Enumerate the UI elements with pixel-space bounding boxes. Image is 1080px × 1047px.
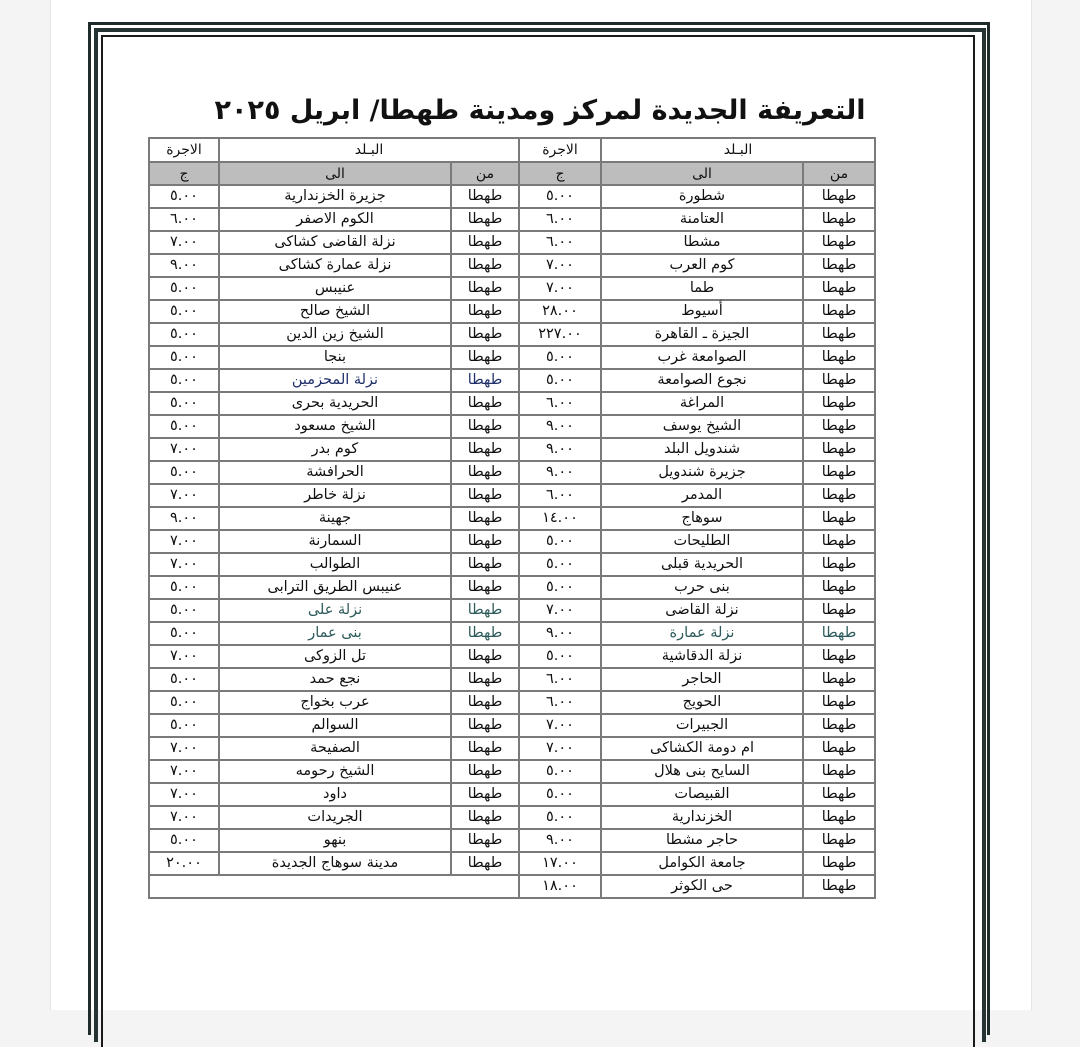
destination-cell: بنهو bbox=[219, 829, 451, 852]
fare-cell: ٧.٠٠ bbox=[149, 737, 219, 760]
from-cell: طهطا bbox=[803, 622, 875, 645]
fare-cell: ٥.٠٠ bbox=[149, 599, 219, 622]
from-cell: طهطا bbox=[803, 645, 875, 668]
table-row bbox=[149, 484, 875, 507]
table-row bbox=[149, 254, 875, 277]
header-from-right: من bbox=[803, 162, 875, 185]
fare-cell: ٧.٠٠ bbox=[149, 553, 219, 576]
destination-cell: الحريدية قبلى bbox=[601, 553, 803, 576]
header-currency-left: ج bbox=[149, 162, 219, 185]
from-cell: طهطا bbox=[451, 461, 519, 484]
table-row bbox=[149, 760, 875, 783]
fare-cell: ٧.٠٠ bbox=[149, 760, 219, 783]
destination-cell: الطليحات bbox=[601, 530, 803, 553]
from-cell: طهطا bbox=[451, 806, 519, 829]
from-cell: طهطا bbox=[803, 392, 875, 415]
fare-cell: ٧.٠٠ bbox=[149, 806, 219, 829]
destination-cell: الخزندارية bbox=[601, 806, 803, 829]
fare-cell: ٦.٠٠ bbox=[149, 208, 219, 231]
from-cell: طهطا bbox=[451, 622, 519, 645]
from-cell: طهطا bbox=[803, 530, 875, 553]
destination-cell: ام دومة الكشاكى bbox=[601, 737, 803, 760]
fare-cell: ٦.٠٠ bbox=[519, 208, 601, 231]
destination-cell: حى الكوثر bbox=[601, 875, 803, 898]
destination-cell: الصوامعة غرب bbox=[601, 346, 803, 369]
destination-cell: شندويل البلد bbox=[601, 438, 803, 461]
from-cell: طهطا bbox=[803, 553, 875, 576]
fare-cell: ٥.٠٠ bbox=[149, 622, 219, 645]
fare-cell: ٥.٠٠ bbox=[149, 714, 219, 737]
table-row bbox=[149, 415, 875, 438]
fare-cell: ٧.٠٠ bbox=[519, 737, 601, 760]
from-cell: طهطا bbox=[451, 714, 519, 737]
fare-cell: ٧.٠٠ bbox=[519, 714, 601, 737]
fare-cell: ٥.٠٠ bbox=[149, 300, 219, 323]
table-row bbox=[149, 829, 875, 852]
header-fare-right: الاجرة bbox=[519, 138, 601, 162]
destination-cell: مشطا bbox=[601, 231, 803, 254]
destination-cell: نزلة على bbox=[219, 599, 451, 622]
destination-cell: نزلة عمارة كشاكى bbox=[219, 254, 451, 277]
from-cell: طهطا bbox=[451, 208, 519, 231]
fare-cell: ٧.٠٠ bbox=[149, 645, 219, 668]
header-fare-left: الاجرة bbox=[149, 138, 219, 162]
destination-cell: المدمر bbox=[601, 484, 803, 507]
from-cell: طهطا bbox=[451, 553, 519, 576]
fare-cell: ٧.٠٠ bbox=[519, 599, 601, 622]
destination-cell: الكوم الاصفر bbox=[219, 208, 451, 231]
destination-cell: جزيرة شندويل bbox=[601, 461, 803, 484]
destination-cell: الشيخ مسعود bbox=[219, 415, 451, 438]
table-row bbox=[149, 875, 875, 898]
fare-table bbox=[148, 137, 876, 899]
fare-cell: ٥.٠٠ bbox=[149, 461, 219, 484]
from-cell: طهطا bbox=[803, 254, 875, 277]
from-cell: طهطا bbox=[451, 438, 519, 461]
destination-cell: الشيخ زين الدين bbox=[219, 323, 451, 346]
fare-cell: ٩.٠٠ bbox=[519, 622, 601, 645]
fare-cell: ٥.٠٠ bbox=[519, 645, 601, 668]
destination-cell: تل الزوكى bbox=[219, 645, 451, 668]
table-row bbox=[149, 369, 875, 392]
table-row bbox=[149, 553, 875, 576]
destination-cell: الصفيحة bbox=[219, 737, 451, 760]
from-cell: طهطا bbox=[451, 645, 519, 668]
from-cell: طهطا bbox=[451, 599, 519, 622]
table-row bbox=[149, 691, 875, 714]
table-row bbox=[149, 346, 875, 369]
fare-cell: ٥.٠٠ bbox=[149, 392, 219, 415]
from-cell: طهطا bbox=[803, 277, 875, 300]
destination-cell: الجيزة ـ القاهرة bbox=[601, 323, 803, 346]
table-row bbox=[149, 783, 875, 806]
destination-cell: الشيخ صالح bbox=[219, 300, 451, 323]
fare-cell: ٦.٠٠ bbox=[519, 691, 601, 714]
fare-cell: ٧.٠٠ bbox=[519, 277, 601, 300]
from-cell: طهطا bbox=[803, 576, 875, 599]
from-cell: طهطا bbox=[451, 323, 519, 346]
from-cell: طهطا bbox=[803, 783, 875, 806]
fare-cell: ٥.٠٠ bbox=[519, 576, 601, 599]
from-cell: طهطا bbox=[803, 438, 875, 461]
destination-cell: جهينة bbox=[219, 507, 451, 530]
destination-cell: عرب بخواج bbox=[219, 691, 451, 714]
destination-cell: طما bbox=[601, 277, 803, 300]
fare-cell: ٥.٠٠ bbox=[519, 553, 601, 576]
fare-cell: ٥.٠٠ bbox=[149, 369, 219, 392]
from-cell: طهطا bbox=[803, 415, 875, 438]
from-cell: طهطا bbox=[451, 484, 519, 507]
destination-cell: الحرافشة bbox=[219, 461, 451, 484]
from-cell: طهطا bbox=[451, 300, 519, 323]
table-row bbox=[149, 231, 875, 254]
fare-cell: ٩.٠٠ bbox=[519, 829, 601, 852]
destination-cell: نزلة خاطر bbox=[219, 484, 451, 507]
fare-cell: ٩.٠٠ bbox=[519, 461, 601, 484]
destination-cell: شطورة bbox=[601, 185, 803, 208]
fare-cell: ٥.٠٠ bbox=[149, 691, 219, 714]
document-title: التعريفة الجديدة لمركز ومدينة طهطا/ ابريل ٢٠٢٥ bbox=[214, 95, 866, 126]
fare-cell: ٥.٠٠ bbox=[149, 829, 219, 852]
destination-cell: الحريدية بحرى bbox=[219, 392, 451, 415]
fare-cell: ٢٢٧.٠٠ bbox=[519, 323, 601, 346]
from-cell: طهطا bbox=[803, 185, 875, 208]
fare-cell: ١٤.٠٠ bbox=[519, 507, 601, 530]
table-row bbox=[149, 392, 875, 415]
fare-cell: ٩.٠٠ bbox=[519, 415, 601, 438]
fare-cell: ٥.٠٠ bbox=[519, 369, 601, 392]
from-cell: طهطا bbox=[451, 783, 519, 806]
destination-cell: العتامنة bbox=[601, 208, 803, 231]
table-row bbox=[149, 806, 875, 829]
destination-cell: عنيبس الطريق الترابى bbox=[219, 576, 451, 599]
from-cell: طهطا bbox=[803, 369, 875, 392]
fare-cell: ٥.٠٠ bbox=[149, 668, 219, 691]
from-cell: طهطا bbox=[803, 760, 875, 783]
from-cell: طهطا bbox=[451, 737, 519, 760]
destination-cell: نزلة القاضى bbox=[601, 599, 803, 622]
from-cell: طهطا bbox=[803, 691, 875, 714]
from-cell: طهطا bbox=[451, 254, 519, 277]
from-cell: طهطا bbox=[803, 599, 875, 622]
from-cell: طهطا bbox=[451, 369, 519, 392]
from-cell: طهطا bbox=[451, 829, 519, 852]
fare-cell: ٦.٠٠ bbox=[519, 392, 601, 415]
header-row-columns bbox=[149, 162, 875, 185]
fare-cell: ٦.٠٠ bbox=[519, 484, 601, 507]
header-currency-right: ج bbox=[519, 162, 601, 185]
destination-cell: حاجر مشطا bbox=[601, 829, 803, 852]
table-row bbox=[149, 714, 875, 737]
fare-cell: ١٧.٠٠ bbox=[519, 852, 601, 875]
fare-cell: ٧.٠٠ bbox=[149, 783, 219, 806]
fare-cell: ٧.٠٠ bbox=[519, 254, 601, 277]
fare-cell: ٧.٠٠ bbox=[149, 438, 219, 461]
destination-cell: مدينة سوهاج الجديدة bbox=[219, 852, 451, 875]
from-cell: طهطا bbox=[803, 852, 875, 875]
destination-cell: نزلة القاضى كشاكى bbox=[219, 231, 451, 254]
table-row bbox=[149, 277, 875, 300]
destination-cell: نجع حمد bbox=[219, 668, 451, 691]
table-row bbox=[149, 599, 875, 622]
from-cell: طهطا bbox=[803, 208, 875, 231]
destination-cell: الطوالب bbox=[219, 553, 451, 576]
table-row bbox=[149, 530, 875, 553]
destination-cell: سوهاج bbox=[601, 507, 803, 530]
from-cell: طهطا bbox=[451, 415, 519, 438]
from-cell: طهطا bbox=[803, 300, 875, 323]
from-cell: طهطا bbox=[451, 691, 519, 714]
destination-cell: نزلة عمارة bbox=[601, 622, 803, 645]
fare-cell: ٩.٠٠ bbox=[519, 438, 601, 461]
from-cell: طهطا bbox=[451, 668, 519, 691]
fare-cell: ١٨.٠٠ bbox=[519, 875, 601, 898]
destination-cell: بنى عمار bbox=[219, 622, 451, 645]
fare-cell: ٧.٠٠ bbox=[149, 231, 219, 254]
fare-cell: ٥.٠٠ bbox=[149, 277, 219, 300]
from-cell: طهطا bbox=[451, 852, 519, 875]
destination-cell: نزلة المحزمين bbox=[219, 369, 451, 392]
destination-cell: الحاجر bbox=[601, 668, 803, 691]
header-place-left: البـلد bbox=[219, 138, 519, 162]
table-row bbox=[149, 438, 875, 461]
from-cell: طهطا bbox=[803, 346, 875, 369]
destination-cell: السوالم bbox=[219, 714, 451, 737]
destination-cell: نزلة الدقاشية bbox=[601, 645, 803, 668]
table-row bbox=[149, 461, 875, 484]
from-cell: طهطا bbox=[451, 346, 519, 369]
fare-cell: ٥.٠٠ bbox=[149, 415, 219, 438]
destination-cell: الجريدات bbox=[219, 806, 451, 829]
fare-cell: ٥.٠٠ bbox=[519, 783, 601, 806]
fare-cell: ٥.٠٠ bbox=[519, 806, 601, 829]
header-row-groups bbox=[149, 138, 875, 162]
from-cell: طهطا bbox=[451, 507, 519, 530]
fare-cell: ٥.٠٠ bbox=[149, 185, 219, 208]
from-cell: طهطا bbox=[803, 484, 875, 507]
from-cell: طهطا bbox=[451, 530, 519, 553]
table-row bbox=[149, 737, 875, 760]
fare-cell: ٧.٠٠ bbox=[149, 484, 219, 507]
fare-cell: ٥.٠٠ bbox=[519, 530, 601, 553]
destination-cell: جزيرة الخزندارية bbox=[219, 185, 451, 208]
destination-cell: نجوع الصوامعة bbox=[601, 369, 803, 392]
fare-cell: ٥.٠٠ bbox=[519, 185, 601, 208]
header-place-right: البـلد bbox=[601, 138, 875, 162]
fare-cell: ٩.٠٠ bbox=[149, 507, 219, 530]
from-cell: طهطا bbox=[803, 668, 875, 691]
table-row bbox=[149, 645, 875, 668]
destination-cell: أسيوط bbox=[601, 300, 803, 323]
destination-cell: الحويج bbox=[601, 691, 803, 714]
destination-cell: جامعة الكوامل bbox=[601, 852, 803, 875]
header-to-right: الى bbox=[601, 162, 803, 185]
table-row bbox=[149, 576, 875, 599]
destination-cell: عنيبس bbox=[219, 277, 451, 300]
fare-cell: ٦.٠٠ bbox=[519, 231, 601, 254]
destination-cell: الشيخ رحومه bbox=[219, 760, 451, 783]
destination-cell: كوم بدر bbox=[219, 438, 451, 461]
from-cell: طهطا bbox=[451, 576, 519, 599]
destination-cell: داود bbox=[219, 783, 451, 806]
table-row bbox=[149, 208, 875, 231]
from-cell: طهطا bbox=[803, 875, 875, 898]
from-cell: طهطا bbox=[803, 231, 875, 254]
table-row bbox=[149, 507, 875, 530]
from-cell: طهطا bbox=[803, 323, 875, 346]
fare-cell: ٦.٠٠ bbox=[519, 668, 601, 691]
from-cell: طهطا bbox=[451, 760, 519, 783]
header-to-left: الى bbox=[219, 162, 451, 185]
fare-cell: ٢٠.٠٠ bbox=[149, 852, 219, 875]
from-cell: طهطا bbox=[803, 714, 875, 737]
destination-cell: الجبيرات bbox=[601, 714, 803, 737]
fare-cell: ٩.٠٠ bbox=[149, 254, 219, 277]
destination-cell: السايح بنى هلال bbox=[601, 760, 803, 783]
from-cell: طهطا bbox=[451, 185, 519, 208]
fare-cell: ٥.٠٠ bbox=[149, 346, 219, 369]
from-cell: طهطا bbox=[451, 392, 519, 415]
from-cell: طهطا bbox=[451, 231, 519, 254]
table-row bbox=[149, 852, 875, 875]
from-cell: طهطا bbox=[803, 507, 875, 530]
fare-cell: ٢٨.٠٠ bbox=[519, 300, 601, 323]
header-from-left: من bbox=[451, 162, 519, 185]
fare-cell: ٥.٠٠ bbox=[519, 760, 601, 783]
fare-cell: ٥.٠٠ bbox=[149, 576, 219, 599]
fare-cell: ٥.٠٠ bbox=[149, 323, 219, 346]
table-row bbox=[149, 300, 875, 323]
destination-cell: المراغة bbox=[601, 392, 803, 415]
from-cell: طهطا bbox=[803, 829, 875, 852]
from-cell: طهطا bbox=[803, 461, 875, 484]
from-cell: طهطا bbox=[803, 806, 875, 829]
table-row bbox=[149, 185, 875, 208]
destination-cell: القبيصات bbox=[601, 783, 803, 806]
destination-cell: بنجا bbox=[219, 346, 451, 369]
destination-cell: كوم العرب bbox=[601, 254, 803, 277]
table-row bbox=[149, 323, 875, 346]
empty-cell bbox=[149, 875, 519, 898]
table-row bbox=[149, 622, 875, 645]
destination-cell: الشيخ يوسف bbox=[601, 415, 803, 438]
fare-cell: ٥.٠٠ bbox=[519, 346, 601, 369]
from-cell: طهطا bbox=[803, 737, 875, 760]
destination-cell: بنى حرب bbox=[601, 576, 803, 599]
fare-cell: ٧.٠٠ bbox=[149, 530, 219, 553]
destination-cell: السمارنة bbox=[219, 530, 451, 553]
table-row bbox=[149, 668, 875, 691]
from-cell: طهطا bbox=[451, 277, 519, 300]
